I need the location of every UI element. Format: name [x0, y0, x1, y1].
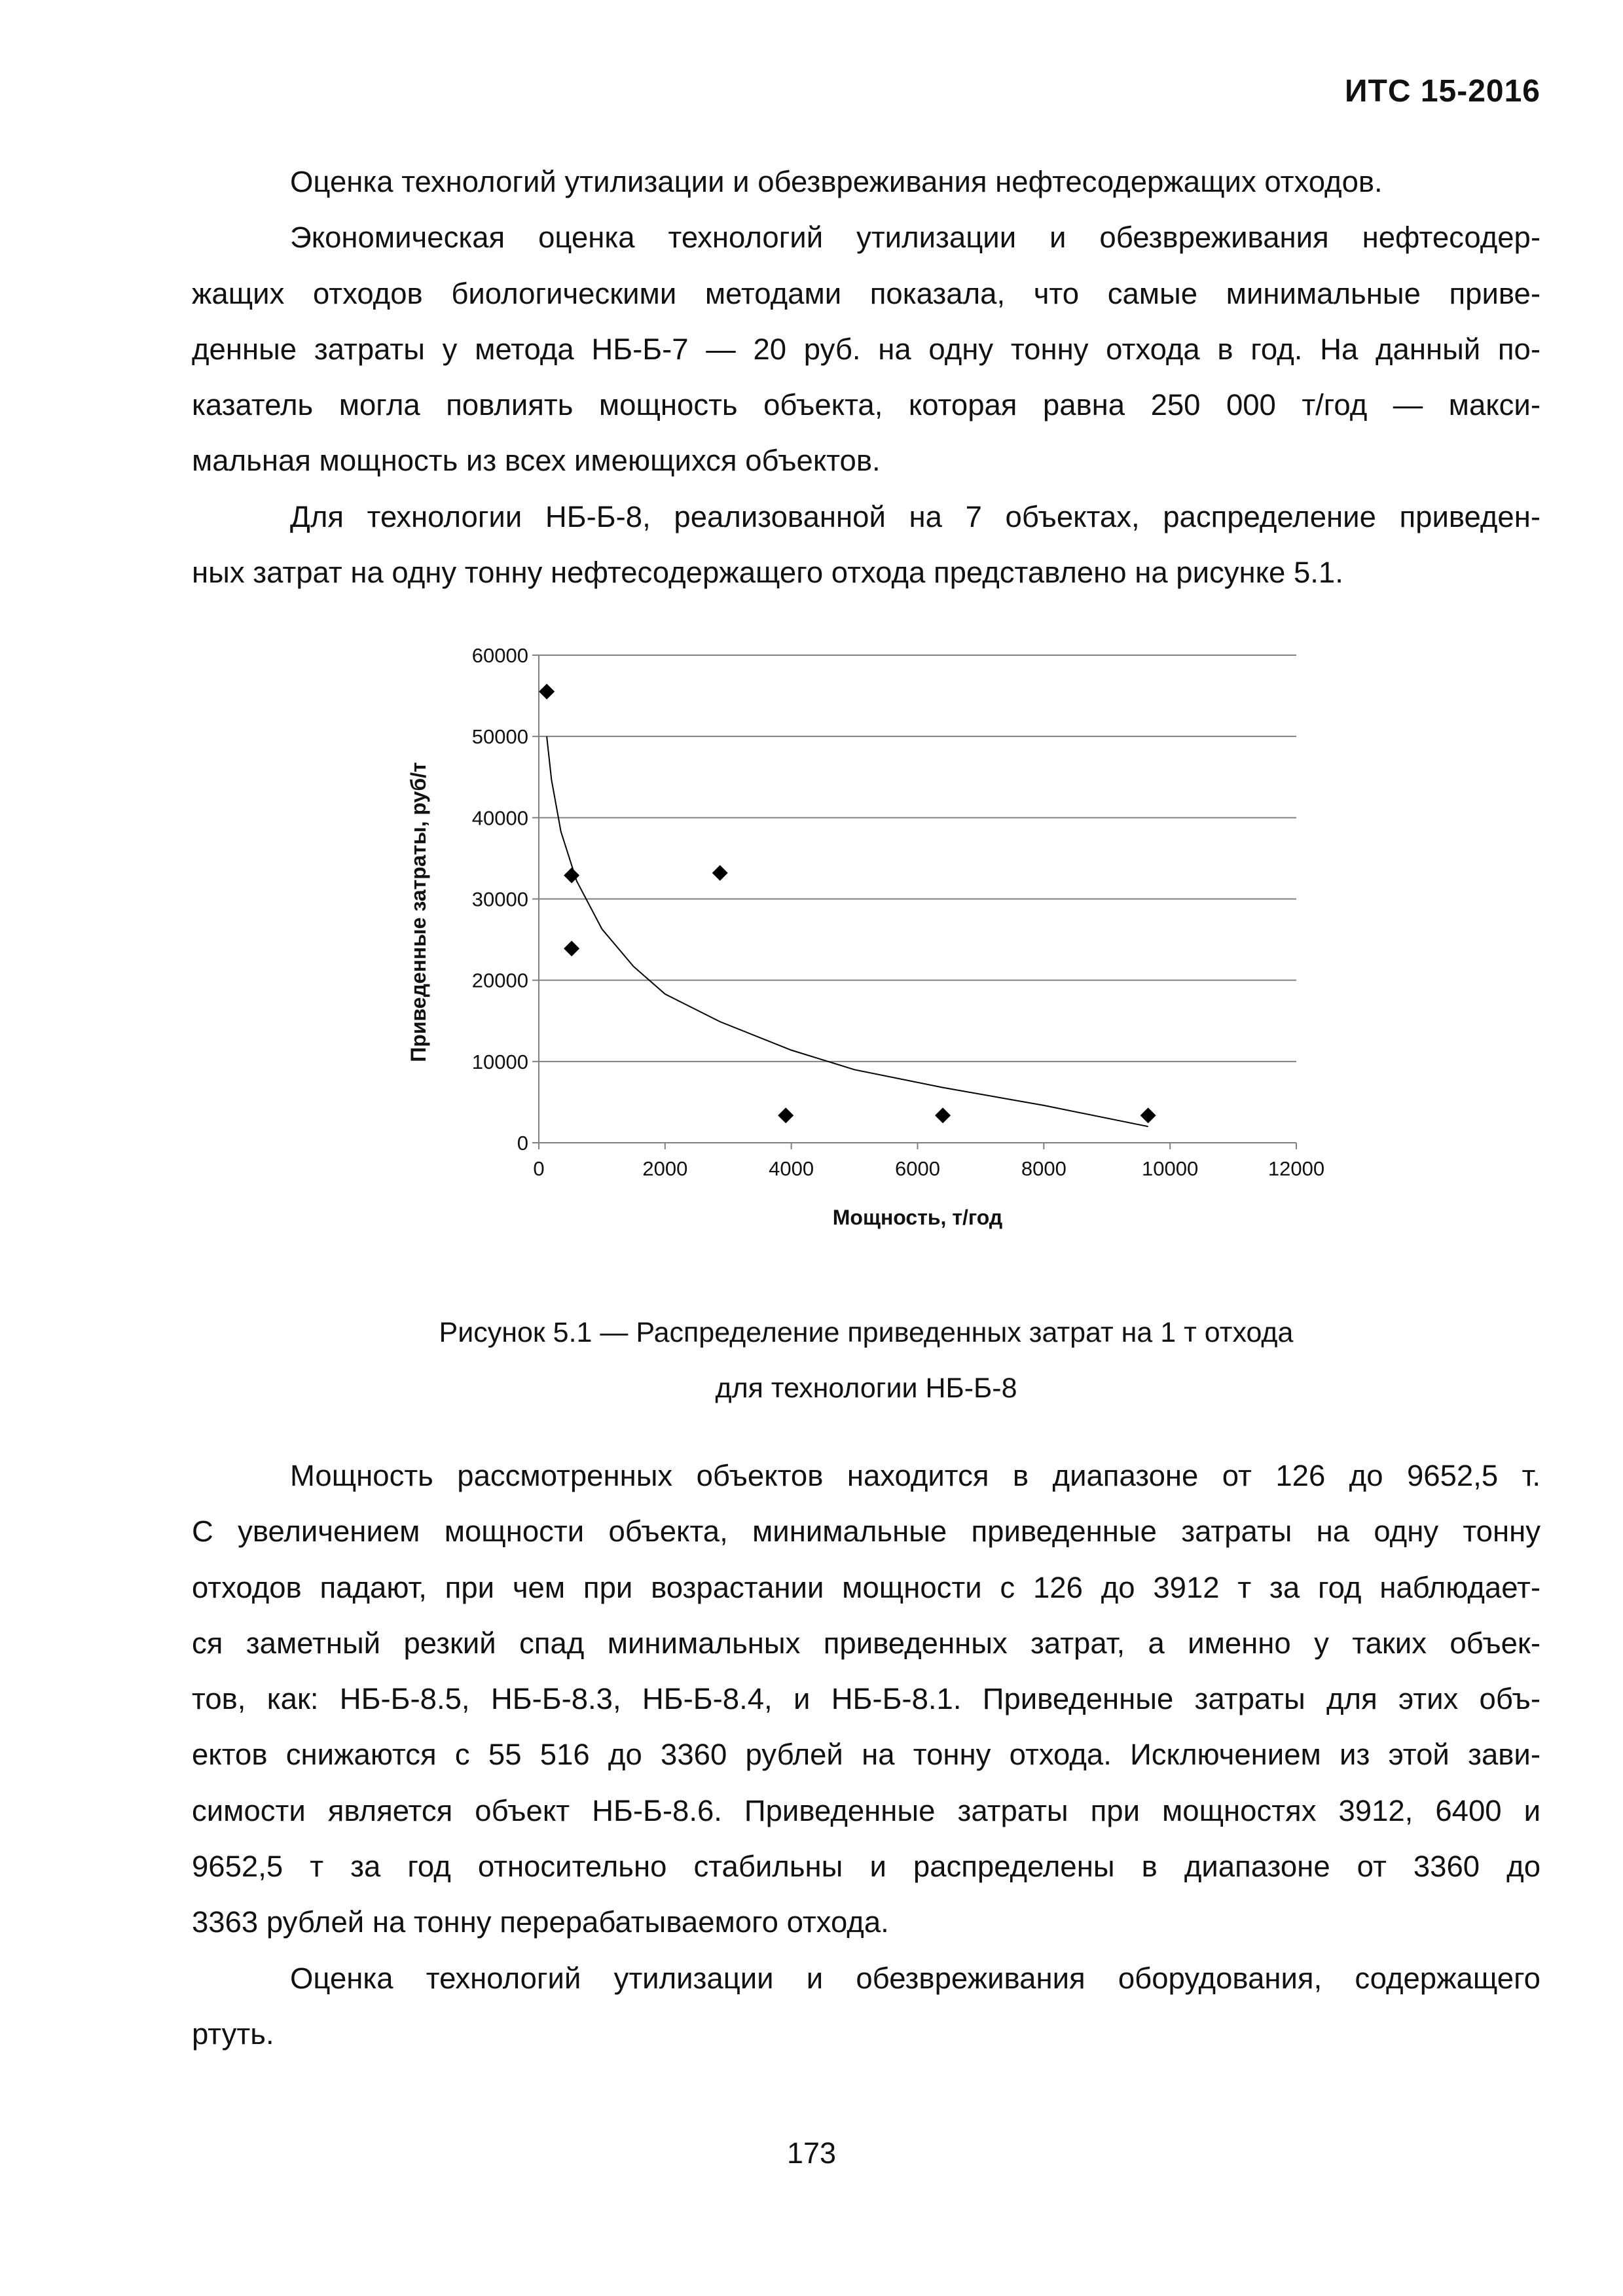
paragraph-line: ектов снижаются с 55 516 до 3360 рублей на тонну отхода. Исключением из этой зави- [192, 1738, 1541, 1772]
text-block-analysis [192, 1448, 1541, 2062]
y-tick-label: 0 [517, 1132, 528, 1155]
data-point [1140, 1107, 1156, 1123]
paragraph-line: ных затрат на одну тонну нефтесодержащего отхода представлено на рисунке 5.1. [192, 556, 1343, 590]
scatter-chart [393, 635, 1349, 1263]
paragraph-line: жащих отходов биологическими методами показала, что самые минимальные приве- [192, 276, 1541, 310]
page-number: 173 [786, 2136, 837, 2170]
chart-trendline [547, 736, 1148, 1126]
paragraph-line: ся заметный резкий спад минимальных приведенных затрат, а именно у таких объек- [192, 1626, 1541, 1660]
paragraph-line: 3363 рублей на тонну перерабатываемого отхода. [192, 1905, 889, 1939]
figure-caption [192, 1305, 1541, 1416]
y-tick-label: 60000 [471, 644, 528, 667]
data-point [539, 684, 555, 700]
paragraph-line: 9652,5 т за год относительно стабильны и распределены в диапазоне от 3360 до [192, 1850, 1541, 1884]
y-tick-label: 50000 [471, 725, 528, 749]
chart-svg [393, 635, 1349, 1263]
chart-axes [532, 655, 1296, 1149]
chart-grid [539, 655, 1296, 1062]
y-tick-label: 30000 [471, 888, 528, 911]
x-tick-label: 4000 [769, 1157, 814, 1180]
paragraph-line: отходов падают, при чем при возрастании мощности с 126 до 3912 т за год наблюдает- [192, 1570, 1541, 1604]
y-tick-label: 20000 [471, 969, 528, 992]
y-tick-label: 10000 [471, 1050, 528, 1073]
paragraph-line: С увеличением мощности объекта, минимальные приведенные затраты на одну тонну [192, 1515, 1541, 1549]
text-block-intro [192, 154, 1541, 600]
x-tick-label: 6000 [895, 1157, 940, 1180]
y-tick-label: 40000 [471, 806, 528, 830]
caption-line: Рисунок 5.1 — Распределение приведенных затрат на 1 т отхода [439, 1317, 1294, 1348]
paragraph-line: мальная мощность из всех имеющихся объектов. [192, 444, 881, 478]
y-axis-title: Приведенные затраты, руб/т [407, 762, 430, 1062]
paragraph-line: Оценка технологий утилизации и обезвреживания нефтесодержащих отходов. [290, 165, 1383, 198]
chart-points [539, 684, 1156, 1124]
caption-line: для технологии НБ-Б-8 [715, 1372, 1017, 1404]
x-tick-label: 10000 [1142, 1157, 1199, 1180]
paragraph-line: Мощность рассмотренных объектов находится в диапазоне от 126 до 9652,5 т. [290, 1459, 1541, 1492]
chart-labels [407, 644, 1324, 1229]
data-point [935, 1107, 951, 1123]
x-axis-title: Мощность, т/год [832, 1206, 1003, 1229]
trendline [547, 736, 1148, 1126]
paragraph-line: тов, как: НБ-Б-8.5, НБ-Б-8.3, НБ-Б-8.4, и НБ-Б-8.1. Приведенные затраты для этих объ- [192, 1682, 1541, 1716]
paragraph-line: денные затраты у метода НБ-Б-7 — 20 руб. на одну тонну отхода в год. На данный по- [192, 332, 1541, 366]
paragraph-line: ртуть. [192, 2017, 274, 2051]
x-tick-label: 8000 [1021, 1157, 1067, 1180]
paragraph-line: симости является объект НБ-Б-8.6. Приведенные затраты при мощностях 3912, 6400 и [192, 1793, 1541, 1827]
paragraph-line: Оценка технологий утилизации и обезвреживания оборудования, содержащего [290, 1961, 1541, 1995]
data-point [712, 865, 728, 881]
x-tick-label: 2000 [642, 1157, 688, 1180]
data-point [564, 941, 579, 956]
x-tick-label: 12000 [1267, 1157, 1325, 1180]
paragraph-line: казатель могла повлиять мощность объекта, которая равна 250 000 т/год — макси- [192, 388, 1541, 422]
paragraph-line: Экономическая оценка технологий утилизации и обезвреживания нефтесодер- [290, 221, 1541, 255]
x-tick-label: 0 [533, 1157, 545, 1180]
paragraph-line: Для технологии НБ-Б-8, реализованной на 7 объектах, распределение приведен- [290, 499, 1541, 533]
data-point [778, 1107, 793, 1123]
document-code: ИТС 15-2016 [1345, 74, 1541, 109]
